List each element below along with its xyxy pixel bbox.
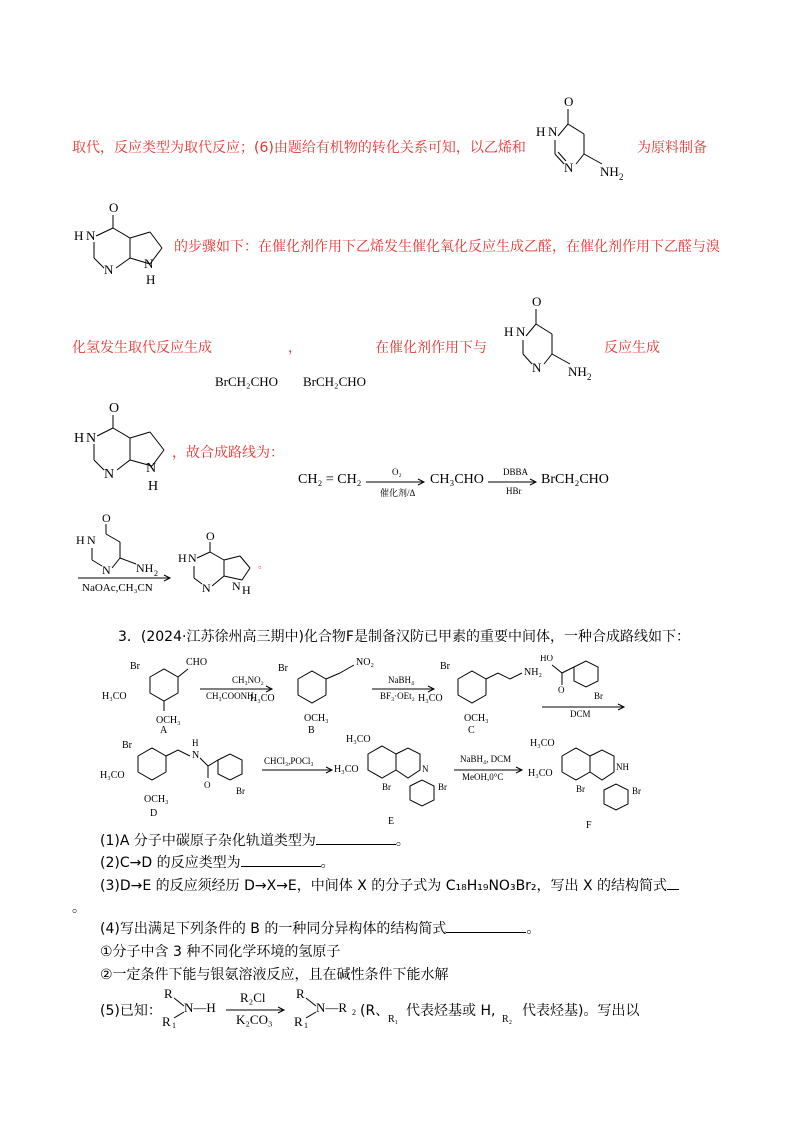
svg-text:N: N <box>564 160 574 175</box>
svg-text:H: H <box>178 551 187 565</box>
svg-text:R: R <box>296 986 305 1001</box>
q3-part5-r: (R、 <box>360 1003 390 1019</box>
route-cond3: NaOAc,CH₃CN <box>82 582 153 594</box>
q3-part3-end: 。 <box>72 900 86 916</box>
svg-text:O: O <box>204 780 211 790</box>
compound-b-label: B <box>308 725 315 735</box>
svg-text:N: N <box>146 461 157 476</box>
svg-text:N: N <box>104 467 115 482</box>
svg-text:OCH₃: OCH₃ <box>304 713 329 724</box>
q3-part5-r1-label: R₁ <box>388 1014 399 1025</box>
svg-text:N—R: N—R <box>316 1000 348 1015</box>
svg-text:Br: Br <box>122 740 132 751</box>
svg-text:H: H <box>242 583 251 597</box>
svg-text:NH: NH <box>136 561 154 575</box>
route-bromoacetaldehyde: BrCH₂CHO <box>541 472 609 487</box>
route-cond2-top: DBBA <box>503 467 529 477</box>
svg-text:H: H <box>536 124 546 139</box>
svg-text:Br: Br <box>440 661 450 672</box>
q3-condition-2: ②一定条件下能与银氨溶液反应，且在碱性条件下能水解 <box>100 967 449 983</box>
svg-text:H₃CO: H₃CO <box>100 770 125 781</box>
route-period: 。 <box>258 560 268 571</box>
svg-text:H₃CO: H₃CO <box>418 693 443 704</box>
svg-text:2: 2 <box>154 569 158 578</box>
pyrrolopyrimidinone-structure-2 <box>72 398 172 494</box>
svg-text:N: N <box>87 533 96 547</box>
svg-text:N: N <box>86 228 96 243</box>
svg-text:N: N <box>104 262 114 277</box>
route-arrow-3 <box>78 574 174 582</box>
q3-part1-answer-blank[interactable] <box>316 832 396 845</box>
svg-text:Br: Br <box>382 782 391 792</box>
q3-part5-text-end: 代表烃基)。写出以 <box>522 1003 640 1019</box>
q3-part2 <box>100 852 335 872</box>
svg-text:H₃CO: H₃CO <box>530 738 555 749</box>
svg-text:N: N <box>516 324 526 339</box>
answer-line-4: ，故合成路线为： <box>172 445 284 461</box>
q3-part1 <box>100 830 410 850</box>
svg-text:N: N <box>548 124 558 139</box>
svg-text:CHO: CHO <box>186 657 208 668</box>
scheme-r5-bottom: MeOH,0°C <box>462 772 504 782</box>
svg-text:O: O <box>564 94 574 109</box>
q3-part3-answer-blank[interactable] <box>667 877 679 890</box>
compound-c-label: C <box>468 725 475 735</box>
q3-part2-text: (2)C→D 的反应类型为 <box>100 855 241 871</box>
q3-part5-text: 代表烃基或 H, <box>406 1003 496 1019</box>
svg-text:N: N <box>102 563 111 577</box>
svg-text:NH: NH <box>568 364 587 379</box>
svg-text:N: N <box>192 750 200 761</box>
svg-text:Br: Br <box>632 786 641 796</box>
answer-line-1a: 取代，反应类型为取代反应；(6)由题给有机物的转化关系可知，以乙烯和 <box>72 140 526 156</box>
answer-line-2: 的步骤如下：在催化剂作用下乙烯发生催化氧化反应生成乙醛，在催化剂作用下乙醛与溴 <box>174 239 720 255</box>
compound-f-label: F <box>586 820 592 830</box>
q3-part3-text: (3)D→E 的反应须经历 D→X→E，中间体 X 的分子式为 C₁₈H₁₉NO₃Br₂，写出 X 的结构简式 <box>100 878 668 894</box>
compound-d-label: D <box>150 808 158 819</box>
q5-reagent-bottom: K₂CO₃ <box>236 1012 273 1027</box>
svg-text:N—H: N—H <box>184 1000 216 1015</box>
svg-text:N: N <box>144 256 154 271</box>
route-acetaldehyde: CH₃CHO <box>430 472 484 487</box>
svg-text:Br: Br <box>438 782 447 792</box>
svg-text:H: H <box>148 479 159 494</box>
q3-part4 <box>100 918 540 938</box>
svg-text:N: N <box>232 579 241 593</box>
svg-text:Br: Br <box>236 786 245 796</box>
svg-text:NH: NH <box>616 762 629 772</box>
svg-text:N: N <box>422 764 429 774</box>
svg-text:R: R <box>294 1014 303 1028</box>
svg-text:N: N <box>86 431 97 446</box>
svg-text:OCH₃: OCH₃ <box>156 715 181 726</box>
svg-text:O: O <box>206 529 215 543</box>
route-product-pyrrolopyrimidinone <box>176 528 266 598</box>
q3-part2-end: 。 <box>320 855 335 871</box>
aminopyrimidinone-structure-1 <box>520 92 630 190</box>
route-cond1-bottom: 催化剂/Δ <box>380 488 416 498</box>
q5-reagent-top: R₂Cl <box>240 990 266 1005</box>
scheme-r1-bottom: CH₃COONH₄ <box>206 691 257 701</box>
svg-text:H₃CO: H₃CO <box>250 693 275 704</box>
svg-text:N: N <box>202 581 211 595</box>
route-cond2-bottom: HBr <box>506 486 522 496</box>
scheme-r3-bottom: DCM <box>570 709 591 719</box>
svg-text:N: N <box>532 360 542 375</box>
svg-text:H₃CO: H₃CO <box>346 734 371 745</box>
route-ethylene: CH₂ = CH₂ <box>298 472 362 487</box>
scheme-r4-top: CHCl₃,POCl₃ <box>264 756 314 766</box>
svg-text:Br: Br <box>278 663 288 674</box>
q3-part1-text: (1)A 分子中碳原子杂化轨道类型为 <box>100 833 316 849</box>
svg-text:H: H <box>504 324 514 339</box>
svg-text:O: O <box>532 294 542 309</box>
scheme-r2-top: NaBH₄ <box>388 675 415 685</box>
svg-text:2: 2 <box>619 172 624 182</box>
svg-text:H: H <box>74 431 85 446</box>
amine-reactant-structure <box>158 984 218 1028</box>
route-arrow-1 <box>366 478 428 486</box>
svg-text:H: H <box>76 533 85 547</box>
q3-part4-end: 。 <box>526 921 541 937</box>
svg-text:O: O <box>558 685 565 695</box>
svg-text:H₃CO: H₃CO <box>102 691 127 702</box>
svg-text:Br: Br <box>576 784 585 794</box>
svg-text:H: H <box>146 272 156 287</box>
answer-line-3a: 化氢发生取代反应生成 <box>72 340 212 356</box>
svg-text:2: 2 <box>352 1008 356 1017</box>
q3-part2-answer-blank[interactable] <box>241 854 321 867</box>
q3-intro: 3．(2024·江苏徐州高三期中)化合物F是制备汉防已甲素的重要中间体，一种合成路线如下： <box>118 629 690 645</box>
svg-text:O: O <box>109 401 120 416</box>
scheme-r1-top: CH₃NO₂ <box>232 675 264 685</box>
bromoacetaldehyde-formula-1: BrCH₂CHO <box>215 374 279 389</box>
q3-part4-text: (4)写出满足下列条件的 B 的一种同分异构体的结构简式 <box>100 921 447 937</box>
q3-part4-answer-blank[interactable] <box>446 920 526 933</box>
q3-condition-1: ①分子中含 3 种不同化学环境的氢原子 <box>100 944 341 960</box>
svg-text:NH: NH <box>600 164 619 179</box>
q3-part3 <box>100 875 679 895</box>
svg-text:HO: HO <box>540 655 553 663</box>
svg-text:O: O <box>109 200 119 215</box>
svg-text:1: 1 <box>172 1021 176 1028</box>
amine-product-structure <box>290 984 360 1028</box>
scheme-r2-bottom: BF₃·OEt₂ <box>380 691 415 701</box>
compound-a-label: A <box>160 725 168 735</box>
svg-text:OCH₃: OCH₃ <box>144 794 169 805</box>
svg-text:NO₂: NO₂ <box>356 657 374 668</box>
svg-text:H₃CO: H₃CO <box>528 768 553 779</box>
svg-text:H: H <box>192 738 199 748</box>
scheme-row-1 <box>100 655 640 735</box>
route-arrow-2 <box>488 478 540 486</box>
q3-part5-r2-label: R₂ <box>502 1014 513 1025</box>
q3-part1-end: 。 <box>395 833 410 849</box>
route-cond1-top: O₂ <box>392 467 402 477</box>
svg-text:N: N <box>188 551 197 565</box>
svg-text:O: O <box>102 511 111 525</box>
scheme-r5-top: NaBH₄, DCM <box>460 754 512 764</box>
answer-line-3-comma: ， <box>288 340 302 356</box>
route-aminopyrimidinone <box>74 510 174 584</box>
q3-part5-label: (5)已知： <box>100 1003 162 1019</box>
svg-text:R: R <box>162 1014 171 1028</box>
bromoacetaldehyde-formula-2: BrCH₂CHO <box>303 374 367 389</box>
answer-line-3c: 反应生成 <box>604 340 660 356</box>
svg-text:H₃CO: H₃CO <box>334 764 359 775</box>
compound-e-label: E <box>388 816 395 827</box>
scheme-row-2 <box>98 730 658 830</box>
svg-text:1: 1 <box>304 1021 308 1028</box>
svg-text:NH₂: NH₂ <box>524 667 542 678</box>
svg-text:R: R <box>164 986 173 1001</box>
aminopyrimidinone-structure-2 <box>488 292 598 390</box>
svg-text:Br: Br <box>594 691 603 701</box>
svg-text:Br: Br <box>130 661 140 672</box>
pyrrolopyrimidinone-structure-1 <box>72 200 172 290</box>
svg-text:OCH₃: OCH₃ <box>464 713 489 724</box>
answer-line-1b: 为原料制备 <box>637 140 707 156</box>
svg-text:H: H <box>74 228 84 243</box>
answer-line-3b: 在催化剂作用下与 <box>375 340 487 356</box>
svg-text:2: 2 <box>587 372 592 382</box>
